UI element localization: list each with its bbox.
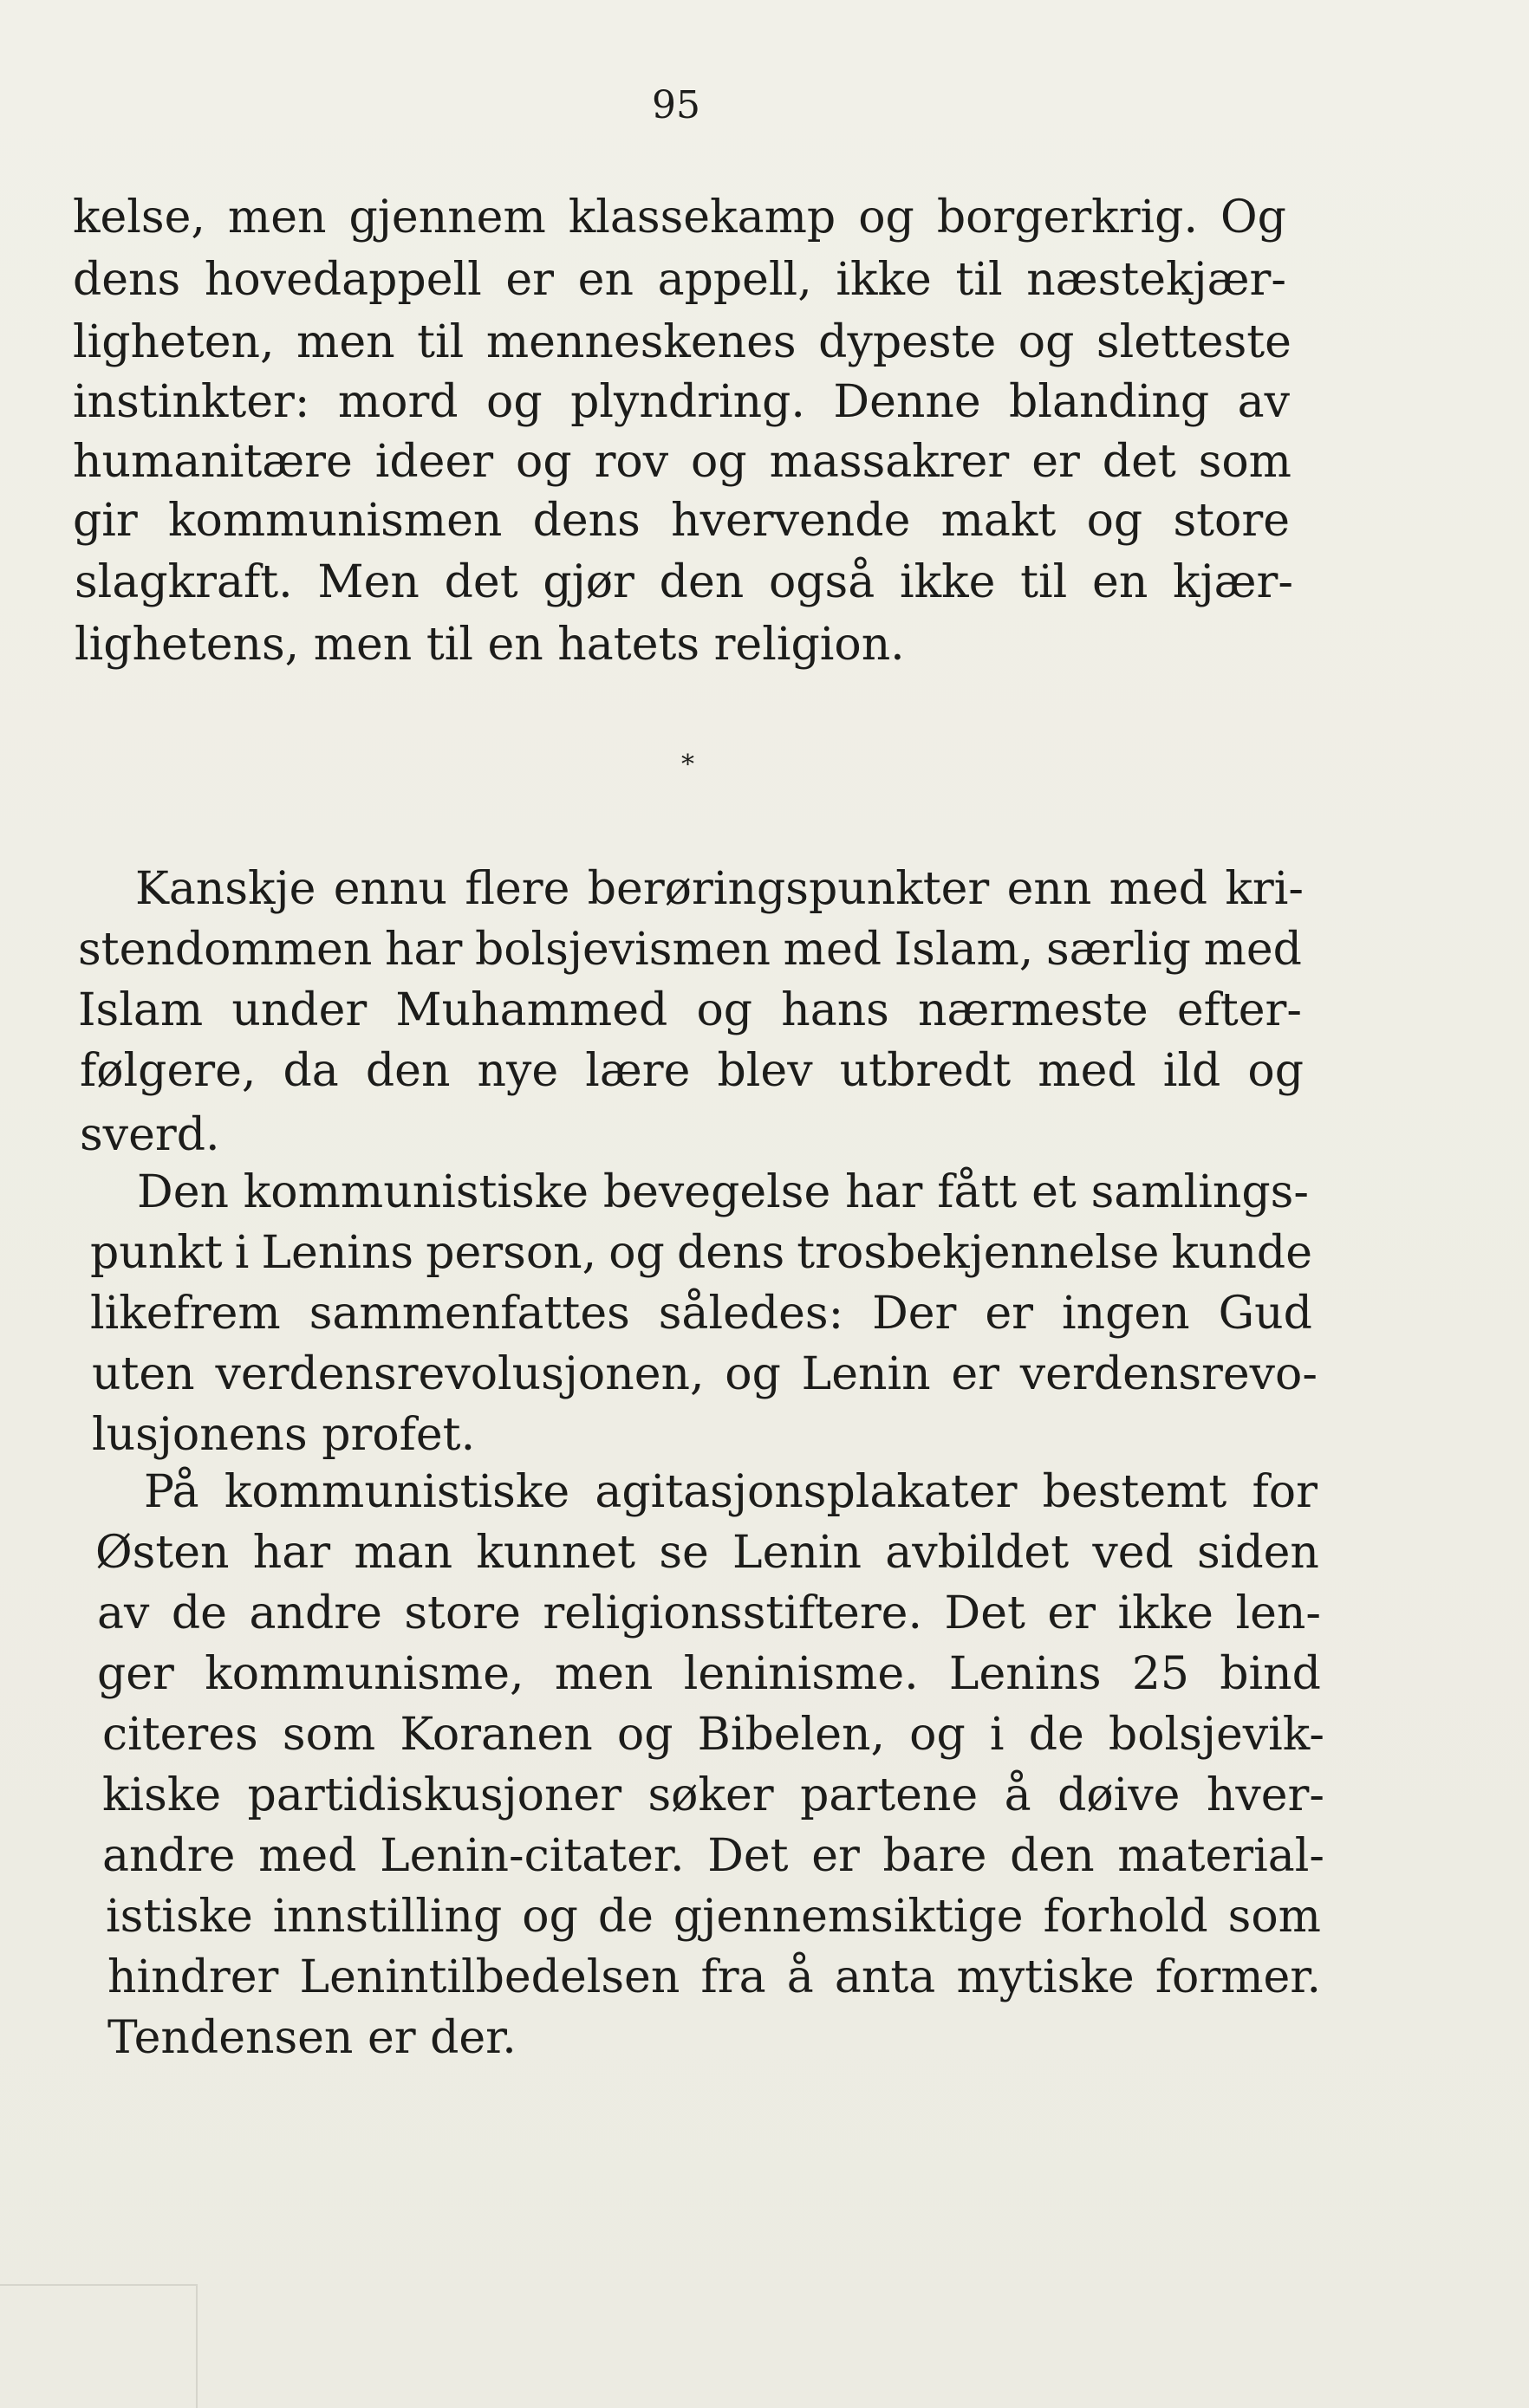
word: med (1109, 863, 1208, 915)
word: istiske (106, 1891, 253, 1943)
word: og (608, 1227, 665, 1279)
word: som (1227, 1891, 1321, 1943)
text-line (78, 924, 1302, 976)
word: bestemt (1042, 1466, 1227, 1518)
word: kunnet (476, 1527, 636, 1579)
text-line (106, 1891, 1321, 1943)
word: ild (1162, 1045, 1221, 1097)
word: er (1031, 436, 1080, 488)
word: og (858, 191, 914, 243)
word: agitasjonsplakater (595, 1466, 1018, 1518)
word: gjennemsiktige (673, 1891, 1024, 1943)
word: og (725, 1348, 781, 1400)
word: se (659, 1527, 709, 1579)
word: til (955, 254, 1003, 306)
text-line (73, 376, 1290, 428)
word: makt (940, 495, 1057, 547)
word: uten (92, 1348, 195, 1400)
word: partidiskusjoner (247, 1769, 622, 1821)
word: Gud (1218, 1288, 1312, 1340)
text-line (144, 1466, 1318, 1518)
word: nye (477, 1045, 559, 1097)
text-line (137, 1166, 1309, 1218)
word: enn (1006, 863, 1092, 915)
text-line (135, 863, 1304, 915)
text-line (78, 984, 1302, 1036)
section-separator: * (681, 750, 694, 780)
word: hans (781, 984, 889, 1036)
word: og (909, 1709, 966, 1761)
word: en (577, 254, 634, 306)
word: bolsjevik- (1108, 1709, 1324, 1761)
word: kelse, (73, 191, 205, 243)
word: Og (1220, 191, 1286, 243)
word: Koranen (400, 1709, 593, 1761)
word: efter- (1176, 984, 1302, 1036)
word: døive (1057, 1769, 1181, 1821)
word: Islam (78, 984, 204, 1036)
word: verdensrevo- (1019, 1348, 1318, 1400)
word: slagkraft. (75, 556, 293, 608)
word: dens (73, 254, 181, 306)
word: fått (937, 1166, 1018, 1218)
word: søker (647, 1769, 774, 1821)
word: ikke (836, 254, 932, 306)
text-line (95, 1527, 1319, 1579)
word: og (486, 376, 543, 428)
word: gir (73, 495, 138, 547)
word: og (691, 436, 747, 488)
word: dens (676, 1227, 785, 1279)
word: Muhammed (395, 984, 668, 1036)
word: de (1028, 1709, 1084, 1761)
word: som (282, 1709, 376, 1761)
text-line (73, 191, 1286, 243)
word: gjennem (348, 191, 546, 243)
word: særlig (1045, 924, 1191, 976)
word: bind (1220, 1648, 1321, 1700)
word: ikke (1117, 1587, 1213, 1639)
text-line (90, 1288, 1312, 1340)
word: er (985, 1288, 1034, 1340)
word: anta (834, 1951, 936, 2003)
word: med (258, 1830, 357, 1882)
text-line (75, 556, 1293, 608)
word: også (768, 556, 875, 608)
word: ideer (374, 436, 494, 488)
word: og (1086, 495, 1143, 547)
word: likefrem (90, 1288, 281, 1340)
word: men (554, 1648, 654, 1700)
word: Lenin (801, 1348, 931, 1400)
word: massakrer (769, 436, 1010, 488)
word: er (1047, 1587, 1096, 1639)
word: og (516, 436, 572, 488)
text-line: Tendensen er der. (107, 2012, 517, 2064)
page-number: 95 (652, 83, 700, 127)
text-line (90, 1227, 1312, 1279)
word: berøringspunkter (587, 863, 990, 915)
word: hovedappell (204, 254, 482, 306)
word: kommunismen (168, 495, 503, 547)
word: blanding (1009, 376, 1210, 428)
text-line (80, 1045, 1304, 1097)
word: er (505, 254, 555, 306)
word: ingen (1061, 1288, 1190, 1340)
word: følgere, (80, 1045, 257, 1097)
word: kjær- (1173, 556, 1293, 608)
word: partene (800, 1769, 979, 1821)
word: med (1038, 1045, 1136, 1097)
word: som (1198, 436, 1292, 488)
word: kiske (102, 1769, 222, 1821)
word: menneskenes (485, 316, 797, 368)
word: Der (872, 1288, 957, 1340)
word: bare (882, 1830, 987, 1882)
word: kommunistiske (224, 1466, 570, 1518)
word: plyndring. (570, 376, 805, 428)
word: Denne (833, 376, 981, 428)
word: Bibelen, (697, 1709, 885, 1761)
text-line (73, 316, 1292, 368)
word: til (417, 316, 465, 368)
word: Lenin (732, 1527, 862, 1579)
word: Østen (95, 1527, 230, 1579)
word: man (354, 1527, 453, 1579)
word: å (786, 1951, 814, 2003)
word: appell, (657, 254, 812, 306)
word: borgerkrig. (936, 191, 1198, 243)
word: kommunistiske (243, 1166, 589, 1218)
text-line (102, 1830, 1324, 1882)
word: rov (594, 436, 669, 488)
word: store (1173, 495, 1290, 547)
word: avbildet (885, 1527, 1070, 1579)
word: men (227, 191, 327, 243)
word: nærmeste (918, 984, 1148, 1036)
word: i (234, 1227, 250, 1279)
word: det (444, 556, 518, 608)
word: leninisme. (683, 1648, 919, 1700)
text-line (73, 254, 1286, 306)
word: Lenin-citater. (380, 1830, 685, 1882)
word: sletteste (1096, 316, 1292, 368)
word: og (522, 1891, 578, 1943)
word: men (296, 316, 395, 368)
text-line: lusjonens profet. (92, 1409, 476, 1461)
word: den (1010, 1830, 1095, 1882)
text-line: lighetens, men til en hatets religion. (75, 619, 905, 671)
word: mytiske (956, 1951, 1135, 2003)
word: humanitære (73, 436, 353, 488)
word: kommunisme, (205, 1648, 524, 1700)
text-line: sverd. (80, 1109, 220, 1161)
word: av (97, 1587, 150, 1639)
word: og (616, 1709, 673, 1761)
word: med (1203, 924, 1302, 976)
scan-corner-mark (0, 2284, 198, 2408)
word: av (1237, 376, 1290, 428)
word: innstilling (272, 1891, 503, 1943)
word: Det (944, 1587, 1025, 1639)
word: verdensrevolusjonen, (215, 1348, 705, 1400)
word: næstekjær- (1026, 254, 1286, 306)
word: da (283, 1045, 339, 1097)
word: en (1092, 556, 1148, 608)
text-line (107, 1951, 1321, 2003)
word: flere (465, 863, 570, 915)
word: kunde (1171, 1227, 1312, 1279)
word: person, (426, 1227, 597, 1279)
word: bolsjevismen (474, 924, 771, 976)
text-line (102, 1709, 1324, 1761)
word: har (252, 1527, 331, 1579)
word: utbredt (839, 1045, 1012, 1097)
word: Kanskje (135, 863, 316, 915)
word: gjør (543, 556, 634, 608)
word: ikke (899, 556, 996, 608)
word: har (845, 1166, 923, 1218)
word: ved (1092, 1527, 1174, 1579)
word: Men (317, 556, 420, 608)
text-line (97, 1587, 1321, 1639)
word: trosbekjennelse (797, 1227, 1160, 1279)
word: instinkter: (73, 376, 310, 428)
word: samlings- (1090, 1166, 1309, 1218)
text-line (92, 1348, 1318, 1400)
word: ligheten, (73, 316, 275, 368)
word: mord (337, 376, 459, 428)
word: Den (137, 1166, 229, 1218)
word: blev (717, 1045, 813, 1097)
word: ennu (333, 863, 448, 915)
word: 25 (1131, 1648, 1189, 1700)
word: lære (585, 1045, 691, 1097)
word: stendommen (78, 924, 373, 976)
word: til (1020, 556, 1068, 608)
word: punkt (90, 1227, 223, 1279)
word: er (951, 1348, 1000, 1400)
word: den (659, 556, 745, 608)
word: under (231, 984, 368, 1036)
word: Lenins (261, 1227, 414, 1279)
word: ger (97, 1648, 174, 1700)
word: det (1102, 436, 1176, 488)
word: og (1247, 1045, 1304, 1097)
word: den (365, 1045, 451, 1097)
word: å (1004, 1769, 1031, 1821)
word: siden (1197, 1527, 1319, 1579)
text-line (102, 1769, 1324, 1821)
word: store (404, 1587, 521, 1639)
word: forhold (1043, 1891, 1208, 1943)
word: På (144, 1466, 199, 1518)
word: et (1031, 1166, 1077, 1218)
word: fra (700, 1951, 766, 2003)
word: således: (658, 1288, 844, 1340)
word: de (171, 1587, 227, 1639)
word: religionsstiftere. (543, 1587, 922, 1639)
word: og (696, 984, 753, 1036)
word: andre (249, 1587, 382, 1639)
word: dypeste (818, 316, 997, 368)
word: len- (1235, 1587, 1321, 1639)
word: Det (707, 1830, 789, 1882)
word: klassekamp (568, 191, 836, 243)
word: material- (1117, 1830, 1324, 1882)
word: Lenins (948, 1648, 1102, 1700)
text-line (97, 1648, 1321, 1700)
text-line (73, 436, 1292, 488)
word: Lenintilbedelsen (299, 1951, 680, 2003)
word: dens (532, 495, 641, 547)
word: hindrer (107, 1951, 279, 2003)
word: er (811, 1830, 860, 1882)
word: sammenfattes (309, 1288, 630, 1340)
word: for (1252, 1466, 1318, 1518)
word: andre (102, 1830, 236, 1882)
word: har (384, 924, 463, 976)
word: de (597, 1891, 654, 1943)
word: Islam, (894, 924, 1034, 976)
word: bevegelse (602, 1166, 831, 1218)
word: citeres (102, 1709, 258, 1761)
word: med (783, 924, 882, 976)
word: former. (1155, 1951, 1321, 2003)
word: og (1018, 316, 1075, 368)
word: kri- (1225, 863, 1304, 915)
word: i (989, 1709, 1005, 1761)
text-line (73, 495, 1290, 547)
word: hver- (1206, 1769, 1324, 1821)
word: hvervende (671, 495, 911, 547)
